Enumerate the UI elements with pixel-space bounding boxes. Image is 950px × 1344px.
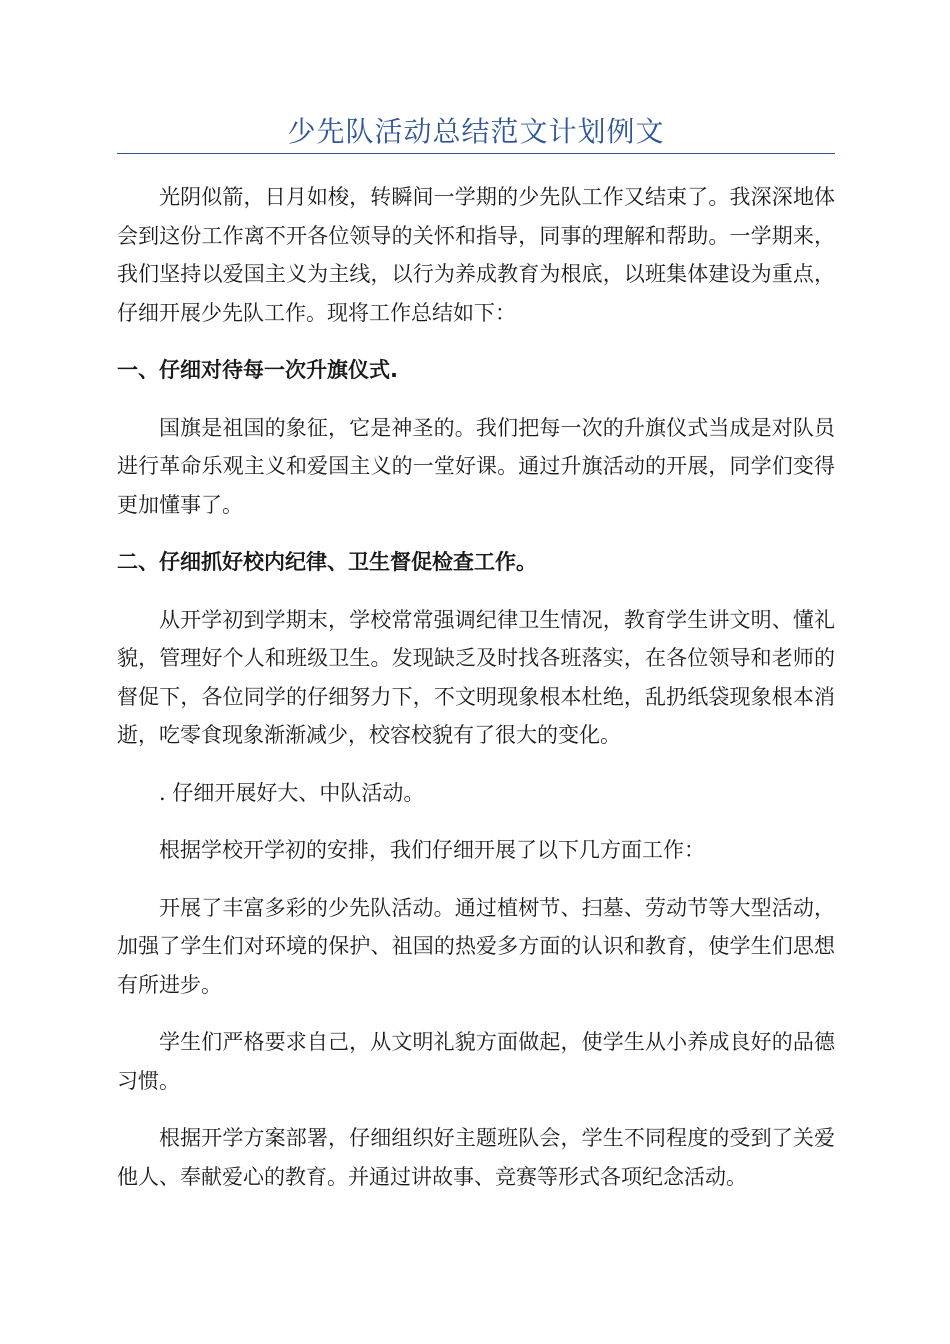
document-title: 少先队活动总结范文计划例文 <box>287 115 665 148</box>
document-body <box>117 178 835 1196</box>
paragraph-discipline: 从开学初到学期末，学校常常强调纪律卫生情况，教育学生讲文明、懂礼貌，管理好个人和班级卫生。发现缺乏及时找各班落实，在各位领导和老师的督促下，各位同学的仔细努力下，不文明现象根本杜绝，乱扔纸袋现象根本消逝，吃零食现象渐渐减少，校容校貌有了很大的变化。 <box>117 607 835 747</box>
section-heading-1: 一、仔细对待每一次升旗仪式. <box>117 358 398 382</box>
section-heading-2: 二、仔细抓好校内纪律、卫生督促检查工作。 <box>117 550 537 574</box>
paragraph-activities: 开展了丰富多彩的少先队活动。通过植树节、扫墓、劳动节等大型活动，加强了学生们对环境的保护、祖国的热爱多方面的认识和教育，使学生们思想有所进步。 <box>117 895 835 997</box>
paragraph-schedule: 根据学校开学初的安排，我们仔细开展了以下几方面工作： <box>159 838 705 862</box>
title-underline <box>117 153 835 154</box>
paragraph-manners: 学生们严格要求自己，从文明礼貌方面做起，使学生从小养成良好的品德习惯。 <box>117 1030 835 1093</box>
paragraph-intro: 光阴似箭，日月如梭，转瞬间一学期的少先队工作又结束了。我深深地体会到这份工作离不开各位领导的关怀和指导，同事的理解和帮助。一学期来，我们坚持以爱国主义为主线，以行为养成教育为根底，以班集体建设为重点，仔细开展少先队工作。现将工作总结如下： <box>117 185 835 325</box>
paragraph-flag-ceremony: 国旗是祖国的象征，它是神圣的。我们把每一次的升旗仪式当成是对队员进行革命乐观主义和爱国主义的一堂好课。通过升旗活动的开展，同学们变得更加懂事了。 <box>117 415 835 517</box>
paragraph-activities-heading: . 仔细开展好大、中队活动。 <box>159 780 425 805</box>
paragraph-class-meetings: 根据开学方案部署，仔细组织好主题班队会，学生不同程度的受到了关爱他人、奉献爱心的教育。并通过讲故事、竞赛等形式各项纪念活动。 <box>117 1126 835 1189</box>
